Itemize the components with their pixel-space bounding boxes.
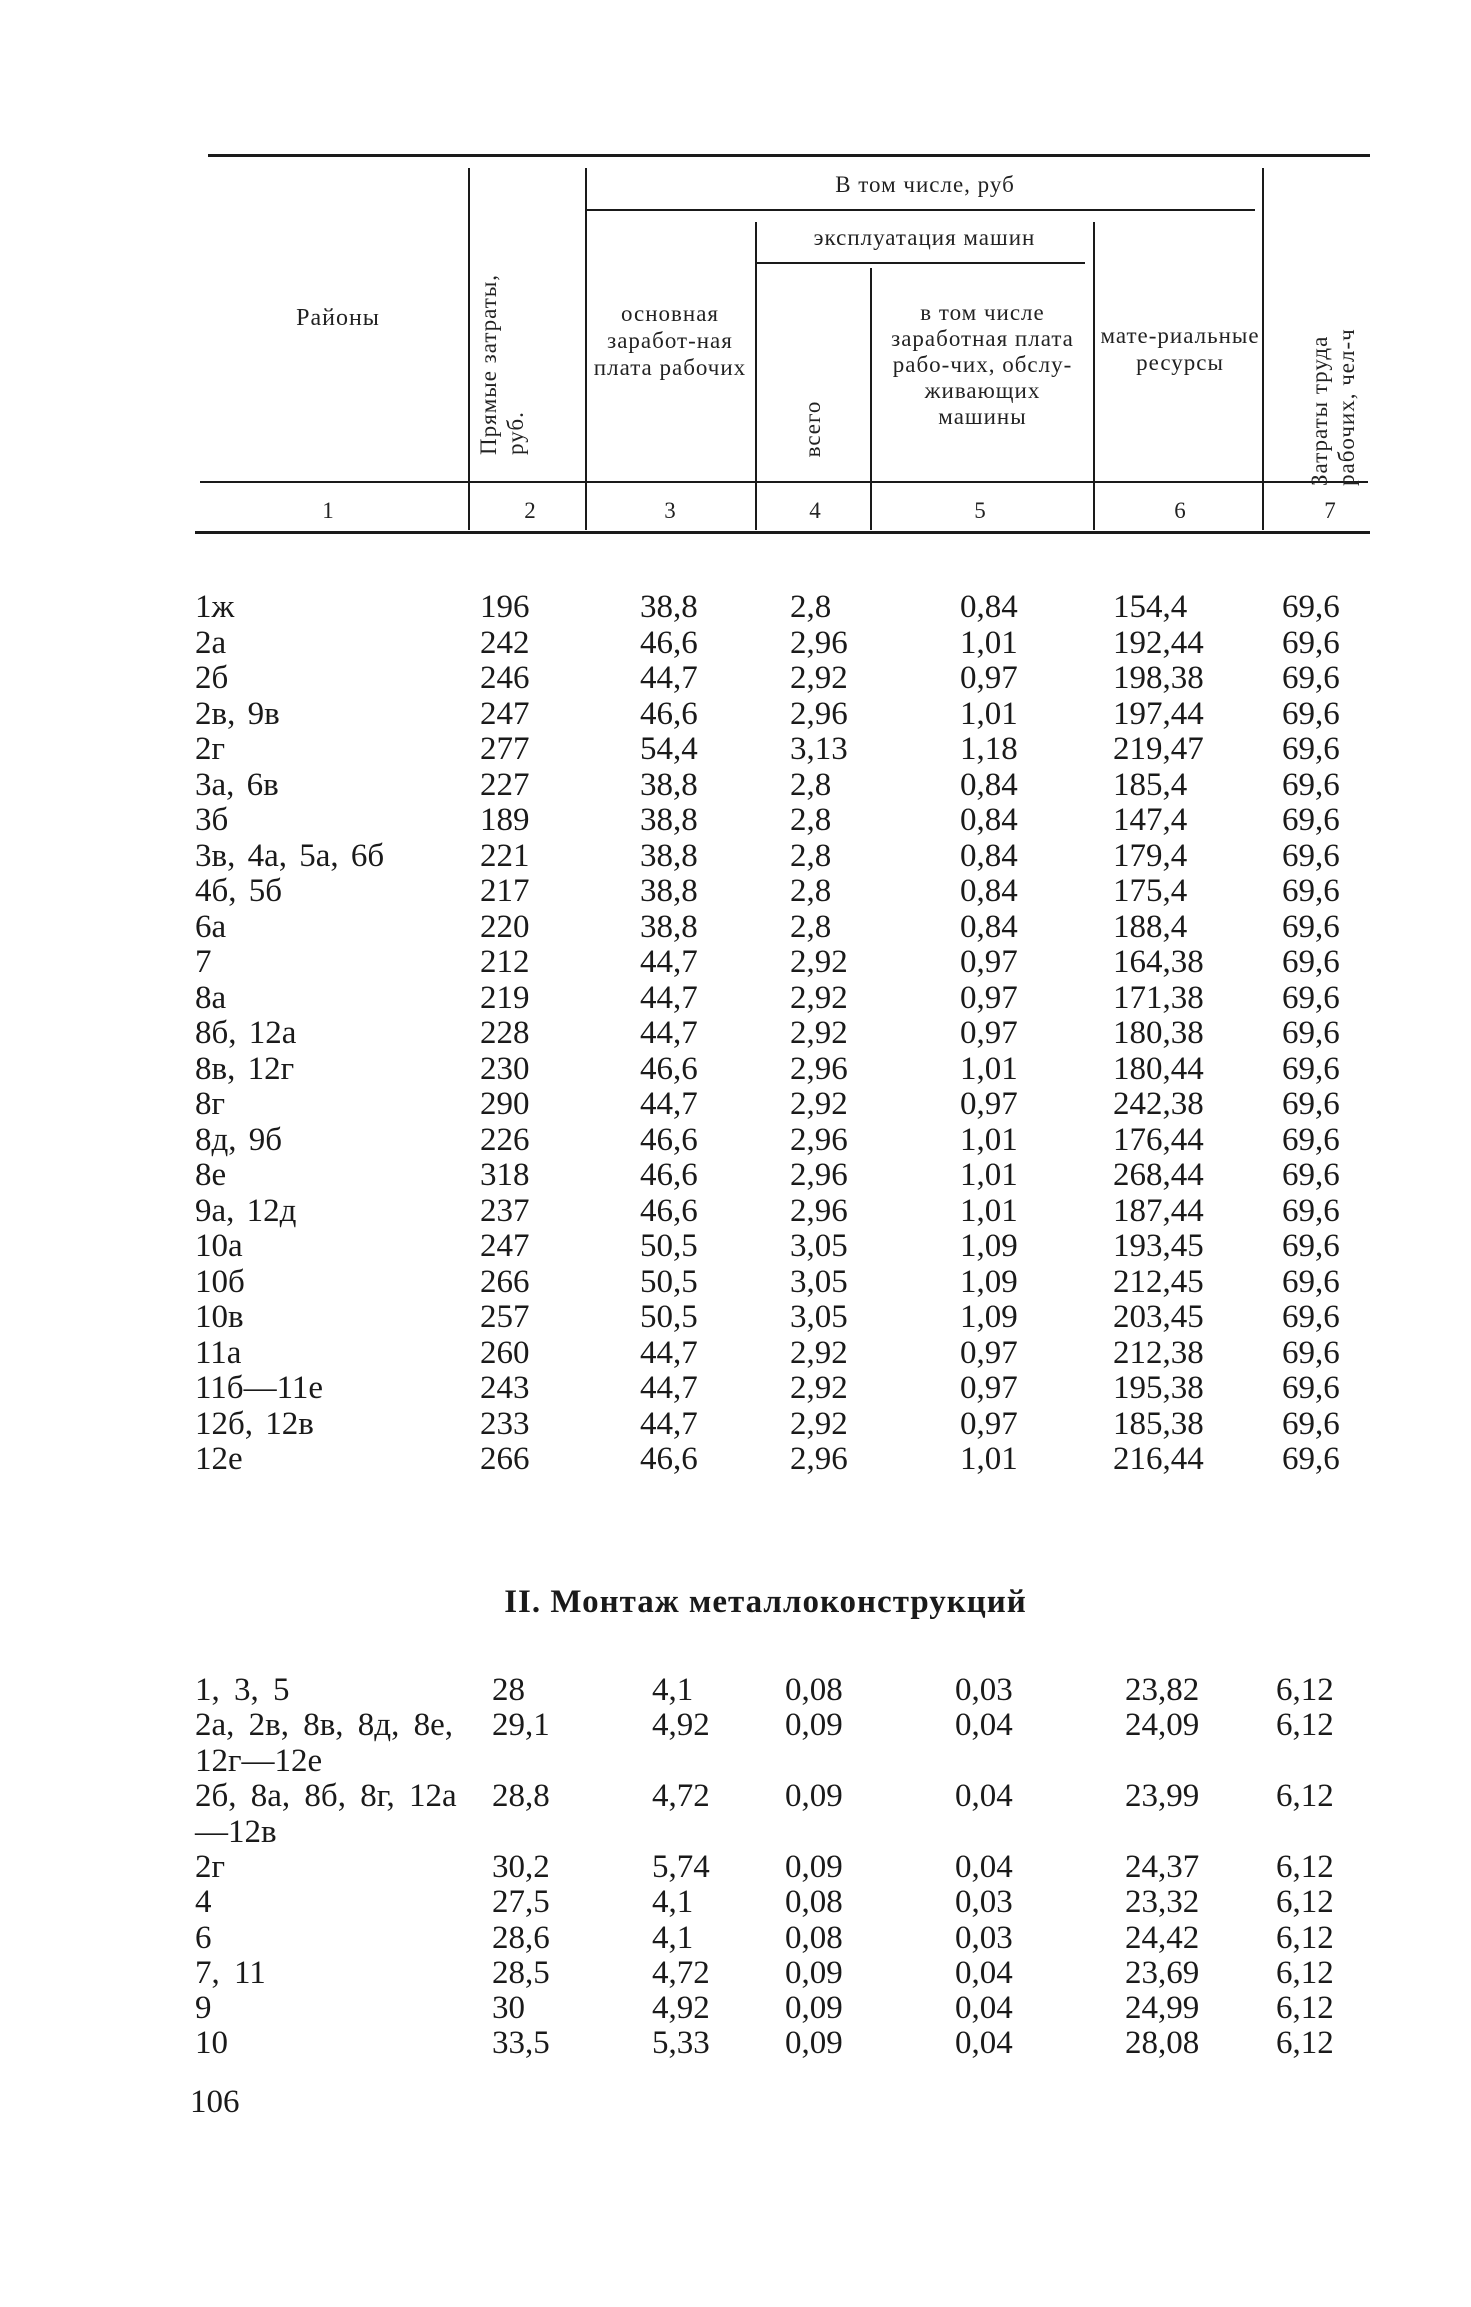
region-cell: 7	[195, 944, 212, 980]
value-cell: 0,08	[785, 1920, 843, 1956]
value-cell: 4,1	[652, 1672, 694, 1708]
value-cell: 242,38	[1113, 1086, 1204, 1122]
table-row	[0, 944, 1471, 980]
value-cell: 6,12	[1276, 1849, 1334, 1885]
col-num-5: 5	[974, 498, 986, 523]
value-cell: 179,4	[1113, 837, 1188, 874]
table-row	[0, 873, 1471, 909]
value-cell: 247	[480, 1228, 530, 1264]
value-cell: 38,8	[640, 589, 698, 625]
value-cell: 46,6	[640, 1441, 698, 1477]
value-cell: 2,8	[790, 589, 832, 625]
table-row	[0, 1086, 1471, 1122]
value-cell: 4,1	[652, 1884, 694, 1920]
value-cell: 3,05	[790, 1228, 848, 1264]
value-cell: 233	[480, 1405, 530, 1442]
region-cell: 1ж	[195, 589, 235, 625]
region-cell: 10	[195, 2025, 228, 2061]
value-cell: 0,03	[955, 1920, 1013, 1956]
value-cell: 44,7	[640, 1370, 698, 1406]
value-cell: 28	[492, 1672, 525, 1708]
table-row	[0, 838, 1471, 874]
region-cell: 2в, 9в	[195, 695, 280, 732]
value-cell: 242	[480, 624, 530, 661]
value-cell: 24,99	[1125, 1990, 1200, 2026]
value-cell: 189	[480, 802, 530, 838]
value-cell: 154,4	[1113, 589, 1188, 625]
value-cell: 216,44	[1113, 1441, 1204, 1477]
value-cell: 0,97	[960, 1015, 1018, 1051]
value-cell: 226	[480, 1121, 530, 1158]
value-cell: 2,92	[790, 979, 848, 1016]
value-cell: 69,6	[1282, 1121, 1340, 1158]
value-cell: 2,92	[790, 1334, 848, 1371]
value-cell: 24,09	[1125, 1707, 1200, 1743]
region-cell: 8г	[195, 1086, 226, 1122]
value-cell: 2,96	[790, 1121, 848, 1158]
value-cell: 2,96	[790, 1050, 848, 1087]
value-cell: 69,6	[1282, 1086, 1340, 1122]
header-machine-operation: эксплуатация машин	[813, 225, 1036, 250]
table-row	[0, 802, 1471, 838]
value-cell: 69,6	[1282, 908, 1340, 945]
value-cell: 23,82	[1125, 1672, 1200, 1708]
value-cell: 180,38	[1113, 1015, 1204, 1051]
value-cell: 69,6	[1282, 1334, 1340, 1371]
value-cell: 44,7	[640, 1334, 698, 1371]
value-cell: 0,84	[960, 908, 1018, 945]
value-cell: 175,4	[1113, 873, 1188, 909]
value-cell: 221	[480, 837, 530, 874]
region-cell: 4б, 5б	[195, 873, 283, 909]
value-cell: 0,97	[960, 944, 1018, 980]
value-cell: 69,6	[1282, 731, 1340, 767]
header-base-wages: основная заработ-ная плата рабочих	[593, 301, 747, 380]
value-cell: 0,84	[960, 873, 1018, 909]
value-cell: 0,84	[960, 589, 1018, 625]
value-cell: 69,6	[1282, 1050, 1340, 1087]
col-num-2: 2	[524, 498, 536, 523]
region-cell: 1, 3, 5	[195, 1672, 290, 1708]
value-cell: 4,1	[652, 1920, 694, 1956]
region-cell: 2б, 8а, 8б, 8г, 12а—12в	[195, 1778, 457, 1850]
value-cell: 30,2	[492, 1849, 550, 1885]
value-cell: 0,84	[960, 837, 1018, 874]
header-labor: Затраты труда рабочих, чел-ч	[1307, 328, 1359, 486]
value-cell: 69,6	[1282, 1015, 1340, 1051]
value-cell: 44,7	[640, 944, 698, 980]
value-cell: 188,4	[1113, 908, 1188, 945]
value-cell: 195,38	[1113, 1370, 1204, 1406]
value-cell: 69,6	[1282, 589, 1340, 625]
col-num-3: 3	[664, 498, 676, 523]
region-cell: 8в, 12г	[195, 1050, 295, 1087]
region-cell: 9	[195, 1990, 212, 2026]
value-cell: 212	[480, 944, 530, 980]
value-cell: 0,08	[785, 1884, 843, 1920]
table-row	[0, 589, 1471, 625]
table-row	[0, 625, 1471, 661]
value-cell: 69,6	[1282, 695, 1340, 732]
table-row	[0, 1193, 1471, 1229]
value-cell: 2,96	[790, 1192, 848, 1229]
value-cell: 46,6	[640, 1050, 698, 1087]
region-cell: 3б	[195, 802, 229, 838]
value-cell: 197,44	[1113, 695, 1204, 732]
value-cell: 38,8	[640, 766, 698, 803]
region-cell: 9а, 12д	[195, 1192, 297, 1229]
value-cell: 0,03	[955, 1884, 1013, 1920]
header-direct-costs: Прямые затраты, руб.	[476, 273, 528, 455]
table-row	[0, 660, 1471, 696]
table-row	[0, 1015, 1471, 1051]
region-cell: 10а	[195, 1228, 243, 1264]
value-cell: 0,04	[955, 1955, 1013, 1991]
value-cell: 44,7	[640, 1086, 698, 1122]
value-cell: 1,01	[960, 1050, 1018, 1087]
value-cell: 0,09	[785, 1707, 843, 1743]
col-num-7: 7	[1324, 498, 1336, 523]
value-cell: 203,45	[1113, 1299, 1204, 1335]
value-cell: 69,6	[1282, 979, 1340, 1016]
value-cell: 217	[480, 873, 530, 909]
value-cell: 4,72	[652, 1778, 710, 1814]
value-cell: 5,74	[652, 1849, 710, 1885]
value-cell: 2,92	[790, 1086, 848, 1122]
value-cell: 5,33	[652, 2025, 710, 2061]
value-cell: 164,38	[1113, 944, 1204, 980]
value-cell: 23,69	[1125, 1955, 1200, 1991]
value-cell: 69,6	[1282, 660, 1340, 696]
value-cell: 38,8	[640, 802, 698, 838]
table-row	[0, 1441, 1471, 1477]
region-cell: 4	[195, 1884, 212, 1920]
value-cell: 69,6	[1282, 1370, 1340, 1406]
value-cell: 44,7	[640, 1015, 698, 1051]
value-cell: 69,6	[1282, 837, 1340, 874]
value-cell: 46,6	[640, 1192, 698, 1229]
value-cell: 0,04	[955, 1990, 1013, 2026]
value-cell: 28,6	[492, 1920, 550, 1956]
col-num-1: 1	[322, 498, 334, 523]
value-cell: 198,38	[1113, 660, 1204, 696]
region-cell: 10в	[195, 1299, 244, 1335]
value-cell: 1,01	[960, 1192, 1018, 1229]
value-cell: 28,5	[492, 1955, 550, 1991]
value-cell: 23,99	[1125, 1778, 1200, 1814]
value-cell: 0,09	[785, 2025, 843, 2061]
value-cell: 176,44	[1113, 1121, 1204, 1158]
region-cell: 6	[195, 1920, 212, 1956]
region-cell: 2г	[195, 731, 226, 767]
region-cell: 3а, 6в	[195, 766, 279, 803]
value-cell: 69,6	[1282, 1192, 1340, 1229]
region-cell: 10б	[195, 1263, 245, 1300]
region-cell: 8а	[195, 979, 227, 1016]
value-cell: 227	[480, 766, 530, 803]
value-cell: 46,6	[640, 1121, 698, 1158]
value-cell: 192,44	[1113, 624, 1204, 661]
value-cell: 0,84	[960, 766, 1018, 803]
value-cell: 2,8	[790, 766, 832, 803]
value-cell: 228	[480, 1015, 530, 1051]
value-cell: 2,8	[790, 908, 832, 945]
value-cell: 24,37	[1125, 1849, 1200, 1885]
region-cell: 8б, 12а	[195, 1015, 297, 1051]
value-cell: 219,47	[1113, 731, 1204, 767]
value-cell: 0,03	[955, 1672, 1013, 1708]
value-cell: 2,92	[790, 1015, 848, 1051]
value-cell: 6,12	[1276, 1778, 1334, 1814]
value-cell: 46,6	[640, 695, 698, 732]
table-row	[0, 1264, 1471, 1300]
value-cell: 171,38	[1113, 979, 1204, 1016]
value-cell: 0,97	[960, 660, 1018, 696]
value-cell: 30	[492, 1990, 525, 2026]
value-cell: 260	[480, 1334, 530, 1371]
value-cell: 4,72	[652, 1955, 710, 1991]
table-row	[0, 1299, 1471, 1335]
value-cell: 1,01	[960, 624, 1018, 661]
table-row	[0, 1157, 1471, 1193]
value-cell: 69,6	[1282, 766, 1340, 803]
value-cell: 38,8	[640, 837, 698, 874]
value-cell: 180,44	[1113, 1050, 1204, 1087]
region-cell: 12б, 12в	[195, 1405, 314, 1442]
value-cell: 69,6	[1282, 1441, 1340, 1477]
value-cell: 29,1	[492, 1707, 550, 1743]
value-cell: 1,01	[960, 1157, 1018, 1193]
value-cell: 33,5	[492, 2025, 550, 2061]
value-cell: 1,01	[960, 1121, 1018, 1158]
table-row	[0, 767, 1471, 803]
value-cell: 277	[480, 731, 530, 767]
table-row	[0, 1228, 1471, 1264]
value-cell: 2,8	[790, 873, 832, 909]
value-cell: 1,09	[960, 1263, 1018, 1300]
header-machine-wages: в том числе заработная плата рабо-чих, обслу-живающих машины	[891, 300, 1074, 429]
region-cell: 8е	[195, 1157, 227, 1193]
value-cell: 0,97	[960, 979, 1018, 1016]
value-cell: 1,18	[960, 731, 1018, 767]
value-cell: 0,84	[960, 802, 1018, 838]
header-regions: Районы	[296, 305, 380, 331]
region-cell: 2г	[195, 1849, 226, 1885]
section-title: II. Монтаж металлоконструкций	[504, 1584, 1027, 1620]
table-row	[0, 1370, 1471, 1406]
value-cell: 2,8	[790, 837, 832, 874]
value-cell: 290	[480, 1086, 530, 1122]
value-cell: 247	[480, 695, 530, 732]
value-cell: 3,05	[790, 1299, 848, 1335]
value-cell: 6,12	[1276, 1707, 1334, 1743]
value-cell: 69,6	[1282, 1299, 1340, 1335]
table-row	[0, 696, 1471, 732]
value-cell: 69,6	[1282, 1228, 1340, 1264]
value-cell: 0,04	[955, 1778, 1013, 1814]
value-cell: 2,92	[790, 944, 848, 980]
table-row	[0, 1122, 1471, 1158]
value-cell: 0,09	[785, 1849, 843, 1885]
value-cell: 44,7	[640, 660, 698, 696]
region-cell: 2б	[195, 660, 229, 696]
table-row	[0, 1335, 1471, 1371]
value-cell: 1,09	[960, 1299, 1018, 1335]
value-cell: 268,44	[1113, 1157, 1204, 1193]
value-cell: 212,38	[1113, 1334, 1204, 1371]
value-cell: 185,38	[1113, 1405, 1204, 1442]
value-cell: 220	[480, 908, 530, 945]
value-cell: 147,4	[1113, 802, 1188, 838]
value-cell: 2,96	[790, 695, 848, 732]
value-cell: 38,8	[640, 873, 698, 909]
value-cell: 27,5	[492, 1884, 550, 1920]
value-cell: 0,09	[785, 1955, 843, 1991]
region-cell: 8д, 9б	[195, 1121, 283, 1158]
value-cell: 193,45	[1113, 1228, 1204, 1264]
value-cell: 3,05	[790, 1263, 848, 1300]
value-cell: 44,7	[640, 979, 698, 1016]
value-cell: 6,12	[1276, 1955, 1334, 1991]
value-cell: 4,92	[652, 1707, 710, 1743]
value-cell: 257	[480, 1299, 530, 1335]
value-cell: 0,04	[955, 1707, 1013, 1743]
region-cell: 7, 11	[195, 1955, 266, 1991]
table-row	[0, 909, 1471, 945]
value-cell: 6,12	[1276, 2025, 1334, 2061]
value-cell: 1,09	[960, 1228, 1018, 1264]
value-cell: 0,04	[955, 1849, 1013, 1885]
region-cell: 3в, 4а, 5а, 6б	[195, 837, 385, 874]
value-cell: 69,6	[1282, 802, 1340, 838]
value-cell: 0,08	[785, 1672, 843, 1708]
value-cell: 0,09	[785, 1778, 843, 1814]
value-cell: 4,92	[652, 1990, 710, 2026]
value-cell: 187,44	[1113, 1192, 1204, 1229]
value-cell: 0,97	[960, 1370, 1018, 1406]
value-cell: 318	[480, 1157, 530, 1193]
table-row	[0, 1406, 1471, 1442]
table-row	[0, 1051, 1471, 1087]
value-cell: 2,96	[790, 1157, 848, 1193]
value-cell: 0,97	[960, 1405, 1018, 1442]
value-cell: 69,6	[1282, 1157, 1340, 1193]
value-cell: 230	[480, 1050, 530, 1087]
value-cell: 44,7	[640, 1405, 698, 1442]
value-cell: 1,01	[960, 1441, 1018, 1477]
value-cell: 69,6	[1282, 624, 1340, 661]
region-cell: 2а, 2в, 8в, 8д, 8е, 12г—12е	[195, 1707, 453, 1779]
value-cell: 2,8	[790, 802, 832, 838]
value-cell: 50,5	[640, 1228, 698, 1264]
value-cell: 50,5	[640, 1263, 698, 1300]
value-cell: 1,01	[960, 695, 1018, 732]
value-cell: 50,5	[640, 1299, 698, 1335]
value-cell: 2,92	[790, 1405, 848, 1442]
value-cell: 46,6	[640, 624, 698, 661]
table-row	[0, 980, 1471, 1016]
value-cell: 6,12	[1276, 1990, 1334, 2026]
value-cell: 246	[480, 660, 530, 696]
value-cell: 24,42	[1125, 1920, 1200, 1956]
col-num-6: 6	[1174, 498, 1186, 523]
value-cell: 2,96	[790, 624, 848, 661]
value-cell: 219	[480, 979, 530, 1016]
value-cell: 69,6	[1282, 1263, 1340, 1300]
value-cell: 0,97	[960, 1086, 1018, 1122]
value-cell: 69,6	[1282, 1405, 1340, 1442]
region-cell: 11а	[195, 1334, 242, 1371]
value-cell: 69,6	[1282, 944, 1340, 980]
value-cell: 46,6	[640, 1157, 698, 1193]
value-cell: 2,92	[790, 1370, 848, 1406]
value-cell: 2,96	[790, 1441, 848, 1477]
value-cell: 0,09	[785, 1990, 843, 2026]
region-cell: 11б—11е	[195, 1370, 323, 1406]
value-cell: 6,12	[1276, 1920, 1334, 1956]
value-cell: 69,6	[1282, 873, 1340, 909]
table-row	[0, 731, 1471, 767]
value-cell: 2,92	[790, 660, 848, 696]
value-cell: 23,32	[1125, 1884, 1200, 1920]
value-cell: 212,45	[1113, 1263, 1204, 1300]
value-cell: 266	[480, 1263, 530, 1300]
value-cell: 243	[480, 1370, 530, 1406]
value-cell: 196	[480, 589, 530, 625]
value-cell: 6,12	[1276, 1672, 1334, 1708]
value-cell: 237	[480, 1192, 530, 1229]
value-cell: 38,8	[640, 908, 698, 945]
value-cell: 266	[480, 1441, 530, 1477]
value-cell: 3,13	[790, 731, 848, 767]
value-cell: 0,04	[955, 2025, 1013, 2061]
value-cell: 54,4	[640, 731, 698, 767]
header-group-incl: В том числе, руб	[835, 172, 1015, 197]
value-cell: 0,97	[960, 1334, 1018, 1371]
region-cell: 2а	[195, 624, 227, 661]
value-cell: 28,08	[1125, 2025, 1200, 2061]
region-cell: 6а	[195, 908, 227, 945]
value-cell: 185,4	[1113, 766, 1188, 803]
page-number: 106	[190, 2084, 240, 2120]
region-cell: 12е	[195, 1441, 243, 1477]
value-cell: 6,12	[1276, 1884, 1334, 1920]
header-total: всего	[800, 400, 825, 458]
col-num-4: 4	[809, 498, 821, 523]
header-materials: мате-риальные ресурсы	[1100, 323, 1260, 375]
value-cell: 28,8	[492, 1778, 550, 1814]
